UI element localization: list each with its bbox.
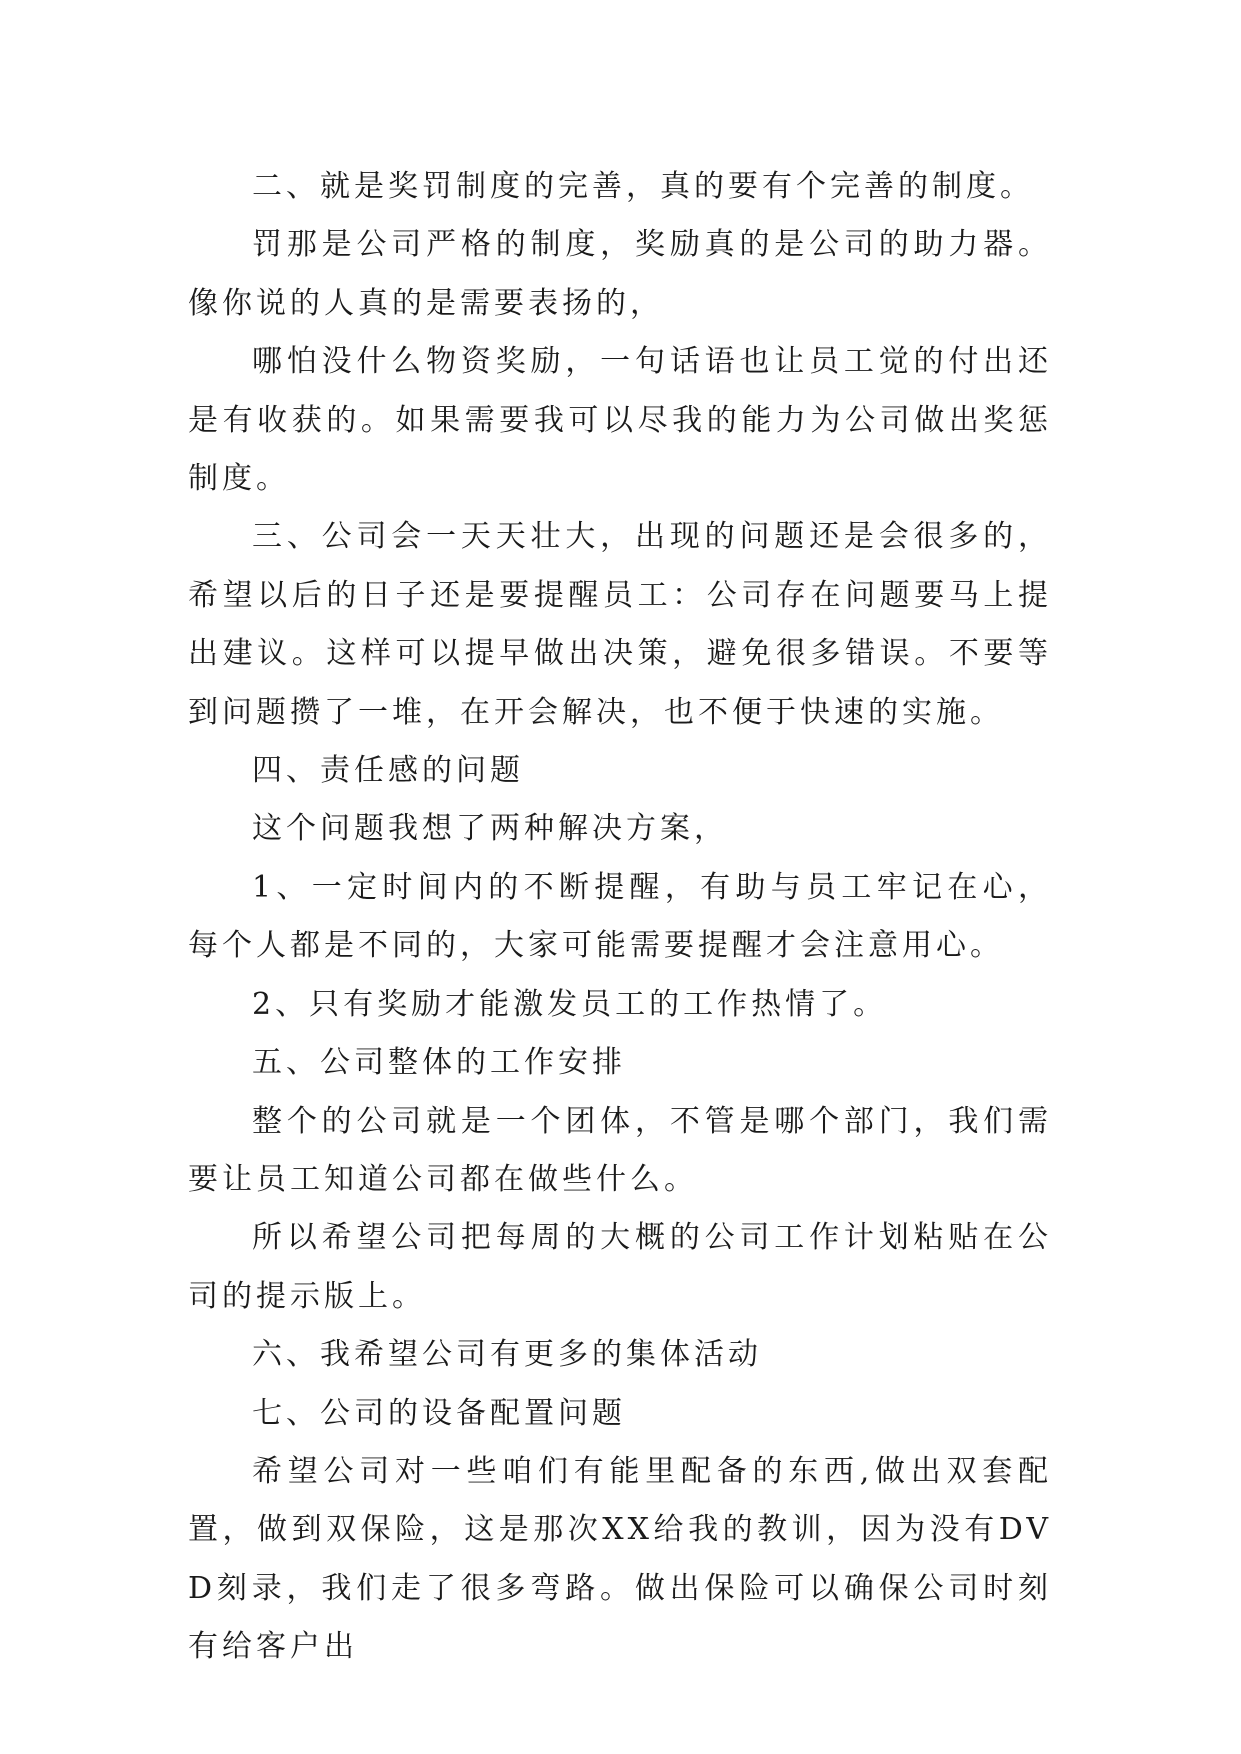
heading-equipment: 七、公司的设备配置问题 [252,1395,626,1431]
paragraph-team: 整个的公司就是一个团体，不管是哪个部门，我们需要让员工知道公司都在做些什么。 [188,1103,1052,1197]
heading-group-activities: 六、我希望公司有更多的集体活动 [252,1337,762,1373]
list-item-reminders: 1、一定时间内的不断提醒，有助与员工牢记在心，每个人都是不同的，大家可能需要提醒才会注意用心。 [188,869,1052,964]
paragraph-equipment-backup: 希望公司对一些咱们有能里配备的东西,做出双套配置，做到双保险，这是那次XX给我的教训，因为没有DVD刻录，我们走了很多弯路。做出保险可以确保公司时刻有给客户出 [188,1453,1052,1665]
paragraph-verbal-reward: 哪怕没什么物资奖励，一句话语也让员工觉的付出还是有收获的。如果需要我可以尽我的能力为公司做出奖惩制度。 [188,344,1052,497]
paragraph-weekly-plan: 所以希望公司把每周的大概的公司工作计划粘贴在公司的提示版上。 [188,1220,1052,1314]
paragraph-two-solutions: 这个问题我想了两种解决方案， [252,811,728,847]
paragraph-punishment-reward: 罚那是公司严格的制度，奖励真的是公司的助力器。像你说的人真的是需要表扬的， [188,227,1052,321]
document-body [188,158,1052,1677]
heading-responsibility: 四、责任感的问题 [252,753,524,789]
list-item-rewards: 2、只有奖励才能激发员工的工作热情了。 [252,986,888,1022]
paragraph-company-growth: 三、公司会一天天壮大，出现的问题还是会很多的，希望以后的日子还是要提醒员工：公司存在问题要马上提出建议。这样可以提早做出决策，避免很多错误。不要等到问题攒了一堆，在开会解决，也不便于快速的实施。 [188,519,1052,730]
heading-work-arrangement: 五、公司整体的工作安排 [252,1045,626,1081]
paragraph-reward-system: 二、就是奖罚制度的完善，真的要有个完善的制度。 [252,169,1034,204]
